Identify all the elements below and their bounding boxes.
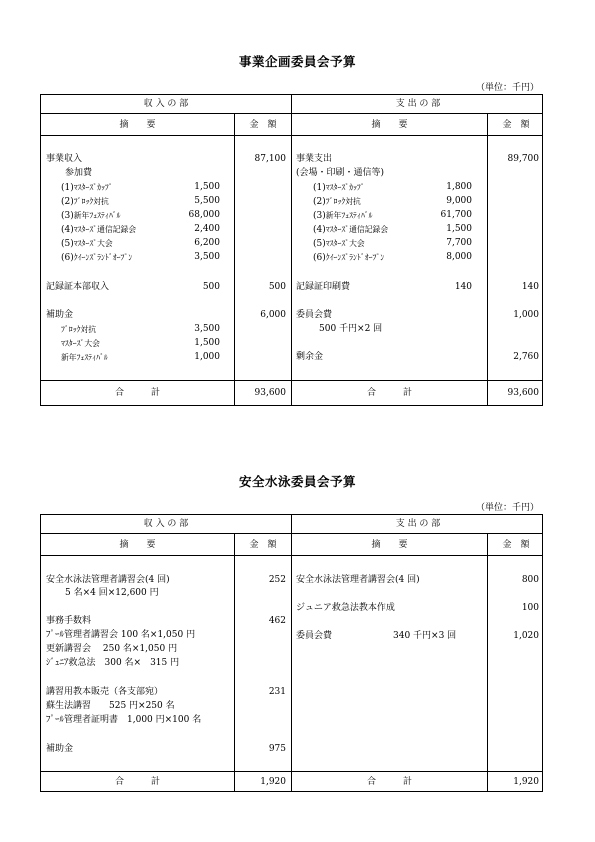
fee-value: 6,200 xyxy=(194,238,220,248)
anzen-hojo-amount: 975 xyxy=(268,744,286,754)
jigyo-sankahi-label: 参加費 xyxy=(65,168,93,178)
jigyo-expense-note: (会場・印刷・通信等) xyxy=(296,168,385,178)
jigyo-kiroku-income-value: 500 xyxy=(202,282,220,292)
jigyo-expense-label: 事業支出 xyxy=(296,154,333,164)
expense-value: 7,700 xyxy=(446,238,472,248)
expense-row: (3)新年ﾌｪｽﾃｨﾊﾞﾙ xyxy=(313,211,373,221)
fee-row: (1)ﾏｽﾀｰｽﾞｶｯﾌﾟ xyxy=(61,183,113,193)
anzen-koshu-income-detail: 5 名×4 回×12,600 円 xyxy=(65,588,159,598)
kyohon-item: 蘇生法講習 525 円×250 名 xyxy=(46,701,175,711)
fee-value: 1,500 xyxy=(194,182,220,192)
anzen-tesuryo-amount: 462 xyxy=(268,616,286,626)
jigyo-kiroku-expense-value: 140 xyxy=(454,282,472,292)
fee-value: 68,000 xyxy=(188,210,220,220)
fee-row: (3)新年ﾌｪｽﾃｨﾊﾞﾙ xyxy=(61,211,121,221)
anzen-total-expense-label: 合 計 xyxy=(366,777,412,787)
hojo-item: ﾏｽﾀｰｽﾞ大会 xyxy=(61,339,100,348)
anzen-income-item-header: 摘 要 xyxy=(119,540,156,550)
anzen-tesuryo-label: 事務手数料 xyxy=(46,616,92,626)
expense-row: (6)ｸｲｰﾝｽﾞﾗﾝﾄﾞｵｰﾌﾟﾝ xyxy=(313,253,385,263)
tesuryo-item: ｼﾞｭﾆｱ救急法 300 名× 315 円 xyxy=(46,658,180,668)
fee-value: 2,400 xyxy=(194,224,220,234)
expense-value: 61,700 xyxy=(440,210,472,220)
jigyo-hojo-amount: 6,000 xyxy=(260,310,286,320)
expense-value: 9,000 xyxy=(446,196,472,206)
anzen-total-income: 1,920 xyxy=(260,777,286,787)
kyohon-item: ﾌﾟｰﾙ管理者証明書 1,000 円×100 名 xyxy=(46,715,202,725)
jigyo-income-amount: 87,100 xyxy=(254,154,286,164)
jigyo-iin-amount: 1,000 xyxy=(513,310,539,320)
jigyo-expense-header: 支 出 の 部 xyxy=(395,99,441,109)
fee-row: (6)ｸｲｰﾝｽﾞﾗﾝﾄﾞｵｰﾌﾟﾝ xyxy=(61,253,133,263)
anzen-title: 安全水泳委員会予算 xyxy=(238,474,356,489)
anzen-expense-item-header: 摘 要 xyxy=(371,540,408,550)
anzen-hojo-label: 補助金 xyxy=(46,744,74,754)
jigyo-kiroku-expense-amount: 140 xyxy=(521,282,539,292)
jigyo-total-income: 93,600 xyxy=(254,388,286,398)
anzen-total-expense: 1,920 xyxy=(513,777,539,787)
jigyo-iin-detail: 500 千円×2 回 xyxy=(319,324,383,334)
anzen-koshu-expense-amount: 800 xyxy=(521,575,539,585)
fee-value: 5,500 xyxy=(194,196,220,206)
anzen-expense-amount-header: 金 額 xyxy=(502,540,530,550)
jigyo-kiroku-income-label: 記録証本部収入 xyxy=(46,282,110,292)
jigyo-kiroku-income-amount: 500 xyxy=(268,282,286,292)
jigyo-kiroku-expense-label: 記録証印刷費 xyxy=(296,282,351,292)
hojo-value: 1,000 xyxy=(194,352,220,362)
jigyo-income-item-header: 摘 要 xyxy=(119,120,156,130)
anzen-iin-label: 委員会費 xyxy=(296,631,333,641)
tesuryo-item: ﾌﾟｰﾙ管理者講習会 100 名×1,050 円 xyxy=(46,630,196,640)
fee-row: (5)ﾏｽﾀｰｽﾞ大会 xyxy=(61,239,113,249)
expense-row: (4)ﾏｽﾀｰｽﾞ通信記録会 xyxy=(313,225,389,235)
jigyo-jouyo-label: 剰余金 xyxy=(296,352,324,362)
jigyo-total-expense-label: 合 計 xyxy=(366,388,412,398)
anzen-koshu-income-amount: 252 xyxy=(268,575,286,585)
expense-row: (5)ﾏｽﾀｰｽﾞ大会 xyxy=(313,239,365,249)
jigyo-income-label: 事業収入 xyxy=(46,154,83,164)
hojo-value: 3,500 xyxy=(194,324,220,334)
jigyo-budget-table xyxy=(40,94,543,406)
fee-row: (2)ﾌﾞﾛｯｸ対抗 xyxy=(61,197,109,207)
anzen-kyohon-amount: 231 xyxy=(268,687,286,697)
anzen-iin-detail: 340 千円×3 回 xyxy=(393,631,457,641)
jigyo-iin-label: 委員会費 xyxy=(296,310,333,320)
anzen-koshu-expense-label: 安全水泳法管理者講習会(4 回) xyxy=(296,575,420,585)
anzen-kyohon-label: 講習用教本販売（各支部宛） xyxy=(46,687,164,697)
expense-value: 1,500 xyxy=(446,224,472,234)
expense-value: 8,000 xyxy=(446,252,472,262)
jigyo-total-expense: 93,600 xyxy=(507,388,539,398)
tesuryo-item: 更新講習会 250 名×1,050 円 xyxy=(46,644,178,654)
hojo-item: ﾌﾞﾛｯｸ対抗 xyxy=(61,325,97,334)
hojo-value: 1,500 xyxy=(194,338,220,348)
anzen-koshu-income-label: 安全水泳法管理者講習会(4 回) xyxy=(46,575,170,585)
jigyo-expense-amount: 89,700 xyxy=(507,154,539,164)
anzen-junior-amount: 100 xyxy=(521,603,539,613)
anzen-unit: （単位：千円） xyxy=(475,503,539,513)
expense-value: 1,800 xyxy=(446,182,472,192)
jigyo-income-amount-header: 金 額 xyxy=(249,120,277,130)
anzen-income-header: 収 入 の 部 xyxy=(143,519,189,529)
jigyo-expense-item-header: 摘 要 xyxy=(371,120,408,130)
fee-row: (4)ﾏｽﾀｰｽﾞ通信記録会 xyxy=(61,225,137,235)
jigyo-title: 事業企画委員会予算 xyxy=(238,54,356,69)
expense-row: (1)ﾏｽﾀｰｽﾞｶｯﾌﾟ xyxy=(313,183,365,193)
anzen-budget-table xyxy=(40,514,543,792)
jigyo-total-income-label: 合 計 xyxy=(114,388,160,398)
anzen-iin-amount: 1,020 xyxy=(513,631,539,641)
anzen-junior-label: ジュニア救急法教本作成 xyxy=(296,603,395,613)
jigyo-expense-amount-header: 金 額 xyxy=(502,120,530,130)
expense-row: (2)ﾌﾞﾛｯｸ対抗 xyxy=(313,197,361,207)
jigyo-income-header: 収 入 の 部 xyxy=(143,99,189,109)
hojo-item: 新年ﾌｪｽﾃｨﾊﾞﾙ xyxy=(61,353,108,362)
anzen-expense-header: 支 出 の 部 xyxy=(395,519,441,529)
anzen-total-income-label: 合 計 xyxy=(114,777,160,787)
jigyo-jouyo-amount: 2,760 xyxy=(513,352,539,362)
jigyo-hojo-label: 補助金 xyxy=(46,310,74,320)
fee-value: 3,500 xyxy=(194,252,220,262)
jigyo-unit: （単位：千円） xyxy=(475,83,539,93)
anzen-income-amount-header: 金 額 xyxy=(249,540,277,550)
